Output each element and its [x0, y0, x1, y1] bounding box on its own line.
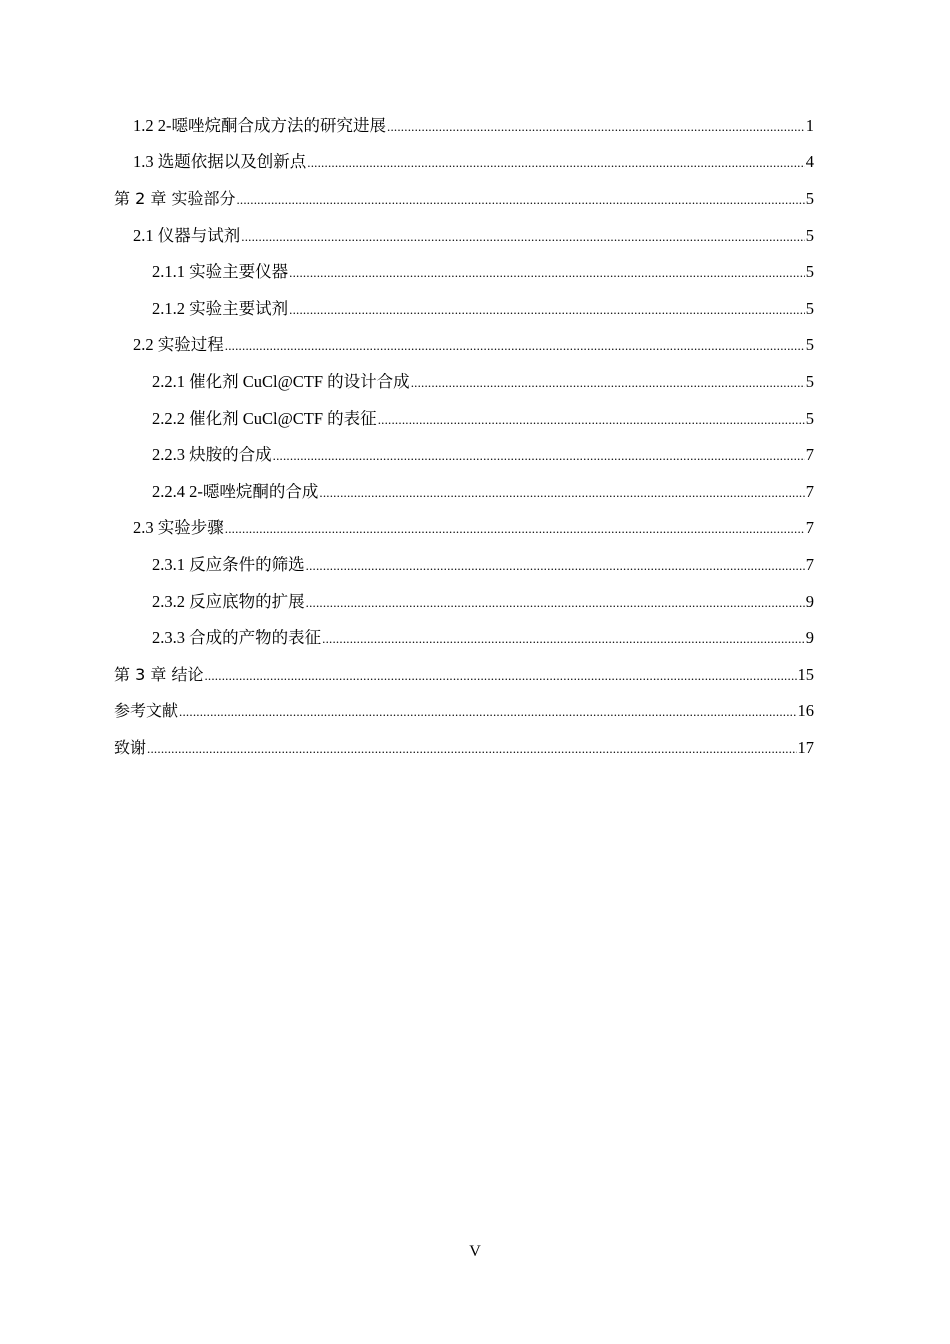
toc-entry-page: 5 [805, 262, 814, 282]
toc-dot-leader [289, 300, 805, 320]
toc-dot-leader [225, 519, 805, 539]
toc-entry-chapter[interactable] [0, 657, 950, 694]
toc-entry-page: 5 [805, 335, 814, 355]
toc-entry[interactable] [0, 328, 950, 365]
toc-entry-page: 4 [805, 152, 814, 172]
toc-entry-label: 2.2.4 2-噁唑烷酮的合成 [152, 481, 319, 501]
toc-entry-label: 2.3 实验步骤 [133, 518, 224, 538]
toc-dot-leader [387, 117, 805, 137]
toc-entry-label: 2.1.2 实验主要试剂 [152, 298, 289, 318]
toc-entry-page: 7 [805, 518, 814, 538]
toc-entry-label: 2.3.2 反应底物的扩展 [152, 591, 305, 611]
toc-entry-label: 2.3.3 合成的产物的表征 [152, 628, 322, 648]
toc-dot-leader [378, 410, 805, 430]
toc-entry[interactable] [0, 437, 950, 474]
page-number: V [469, 1243, 481, 1260]
toc-dot-leader [307, 153, 805, 173]
toc-dot-leader [179, 702, 796, 722]
toc-entry[interactable] [0, 584, 950, 621]
toc-entry-page: 7 [805, 445, 814, 465]
toc-entry-label: 2.1 仪器与试剂 [133, 225, 241, 245]
toc-dot-leader [322, 629, 805, 649]
toc-entry[interactable] [0, 254, 950, 291]
toc-entry-label: 1.3 选题依据以及创新点 [133, 152, 307, 172]
toc-entry-page: 9 [805, 591, 814, 611]
toc-entry-label: 1.2 2-噁唑烷酮合成方法的研究进展 [133, 115, 386, 135]
toc-entry-page: 5 [805, 188, 814, 208]
toc-entry-references[interactable] [0, 694, 950, 731]
toc-entry-label: 2.3.1 反应条件的筛选 [152, 554, 305, 574]
toc-entry-label: 2.1.1 实验主要仪器 [152, 262, 289, 282]
toc-entry[interactable] [0, 511, 950, 548]
toc-entry-page: 5 [805, 371, 814, 391]
toc-entry[interactable] [0, 547, 950, 584]
toc-entry-label: 参考文献 [114, 701, 179, 721]
toc-dot-leader [273, 446, 805, 466]
toc-entry[interactable] [0, 620, 950, 657]
toc-entry-label: 2.2.2 催化剂 CuCl@CTF 的表征 [152, 408, 377, 428]
toc-dot-leader [411, 373, 805, 393]
toc-dot-leader [204, 666, 796, 686]
toc-dot-leader [306, 593, 805, 613]
toc-entry-chapter[interactable] [0, 181, 950, 218]
toc-entry-page: 5 [805, 225, 814, 245]
toc-entry-acknowledgements[interactable] [0, 730, 950, 767]
table-of-contents [0, 108, 950, 767]
toc-entry[interactable] [0, 364, 950, 401]
toc-entry[interactable] [0, 291, 950, 328]
toc-entry-page: 16 [797, 701, 814, 721]
toc-entry-page: 17 [797, 737, 814, 757]
toc-entry-label: 2.2.3 炔胺的合成 [152, 445, 272, 465]
toc-dot-leader [225, 336, 805, 356]
toc-entry-page: 5 [805, 298, 814, 318]
toc-entry-page: 1 [805, 115, 814, 135]
toc-entry[interactable] [0, 145, 950, 182]
toc-entry-label: 2.2.1 催化剂 CuCl@CTF 的设计合成 [152, 371, 410, 391]
toc-dot-leader [147, 739, 796, 759]
toc-entry-label: 第 3 章 结论 [114, 664, 204, 684]
toc-entry-label: 2.2 实验过程 [133, 335, 224, 355]
toc-entry[interactable] [0, 474, 950, 511]
toc-entry-label: 第 2 章 实验部分 [114, 188, 236, 208]
toc-dot-leader [306, 556, 805, 576]
toc-entry[interactable] [0, 218, 950, 255]
toc-entry-page: 15 [797, 664, 814, 684]
toc-dot-leader [289, 263, 805, 283]
toc-entry-page: 9 [805, 628, 814, 648]
toc-entry-page: 7 [805, 481, 814, 501]
toc-entry-page: 5 [805, 408, 814, 428]
toc-entry[interactable] [0, 401, 950, 438]
toc-dot-leader [236, 190, 804, 210]
toc-dot-leader [241, 227, 805, 247]
toc-dot-leader [319, 483, 804, 503]
toc-entry[interactable] [0, 108, 950, 145]
toc-entry-page: 7 [805, 554, 814, 574]
toc-entry-label: 致谢 [114, 737, 147, 757]
